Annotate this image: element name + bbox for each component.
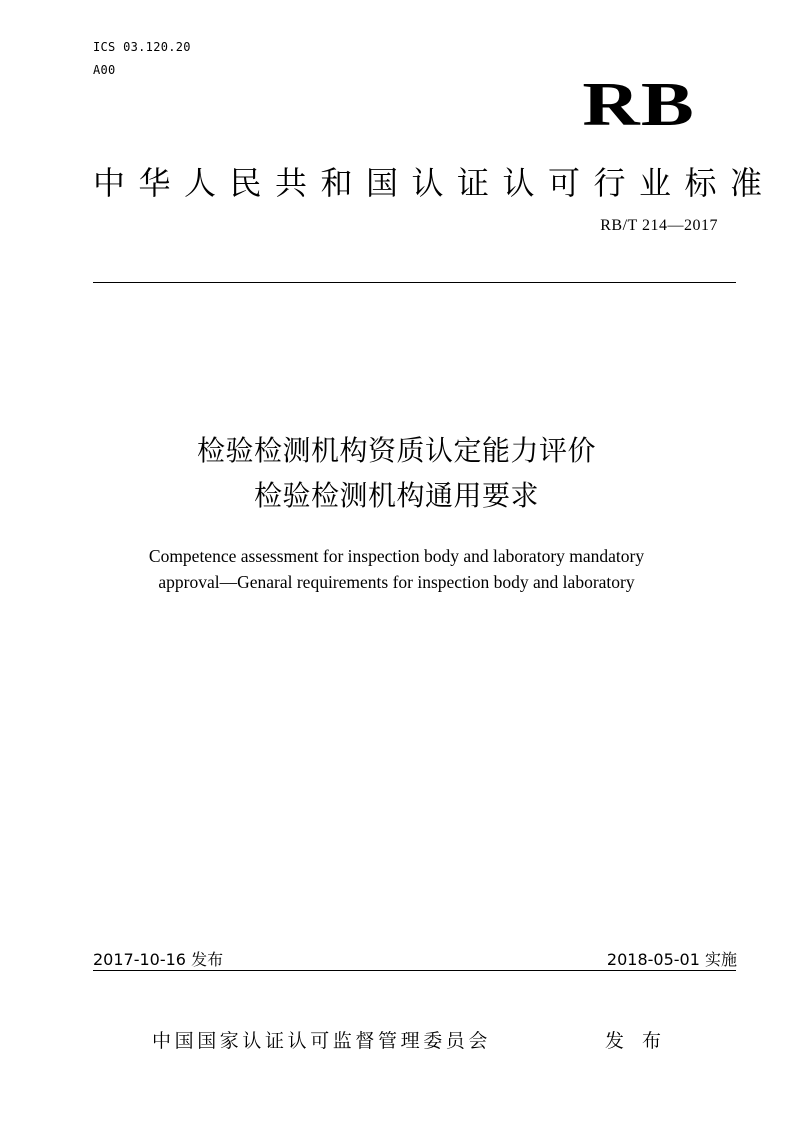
issue-label: 发 布 [605,1030,668,1052]
issuing-authority: 中国国家认证认可监督管理委员会 [152,1030,492,1052]
footer-divider [93,970,736,971]
implementation-date: 2018-05-01 实施 [606,950,737,969]
chinese-title-line-1: 检验检测机构资质认定能力评价 [196,434,596,467]
issue-date: 2017-10-16 发布 [93,950,224,969]
english-title-line-2: approval—Genaral requirements for inspection body and laboratory [158,572,635,592]
ccs-code: A00 [93,63,116,77]
chinese-title-line-2: 检验检测机构通用要求 [253,479,539,512]
header-divider [93,282,736,283]
standard-number: RB/T 214—2017 [600,217,718,234]
rb-logo: RB [582,71,695,139]
english-title-line-1: Competence assessment for inspection body and laboratory mandatory [148,546,645,566]
ics-code: ICS 03.120.20 [93,40,191,54]
standard-category-title: 中华人民共和国认证认可行业标准 [93,164,776,202]
